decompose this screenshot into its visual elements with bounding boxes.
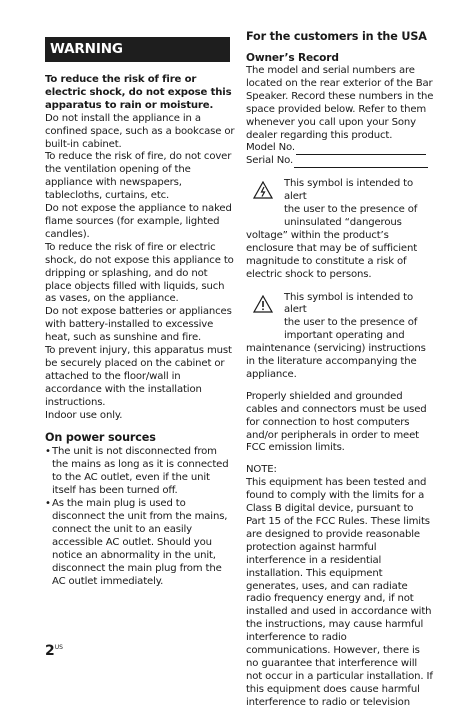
note-label: NOTE: xyxy=(246,464,277,476)
warning-paragraph: Indoor use only. xyxy=(45,409,123,421)
shielded-cables-text: Properly shielded and grounded cables and connectors must be used for connection to host computers and/or peripherals in order to meet FCC emission limits. xyxy=(246,390,427,454)
power-sources-heading: On power sources xyxy=(45,431,156,445)
exclamation-triangle-icon xyxy=(253,295,273,313)
model-number-label: Model No. xyxy=(246,142,295,154)
dangerous-voltage-symbol-block xyxy=(246,178,434,281)
symbol1-text: voltage” within the product’s enclosure that may be of sufficient magnitude to constitute a risk of electric shock to persons. xyxy=(246,229,418,280)
owners-record-heading: Owner’s Record xyxy=(246,52,339,64)
list-item: • The unit is not disconnected from the mains as long as it is connected to the AC outlet, even if the unit itself has been turned off. xyxy=(45,446,235,498)
symbol1-text: the user to the presence of xyxy=(284,204,418,216)
warning-paragraph: Do not expose batteries or appliances with battery-installed to excessive heat, such as sunshine and fire. xyxy=(45,306,232,344)
symbol2-text: maintenance (servicing) instructions in the literature accompanying the appliance. xyxy=(246,343,426,380)
serial-number-label: Serial No. xyxy=(246,155,294,167)
warning-heading: WARNING xyxy=(45,37,230,62)
symbol1-text: uninsulated “dangerous xyxy=(284,216,402,228)
page-number-value: 2 xyxy=(45,643,55,659)
symbol2-text: This symbol is intended to alert xyxy=(284,291,413,316)
symbol2-text: the user to the presence of xyxy=(284,317,418,329)
symbol2-text: important operating and xyxy=(284,330,405,342)
warning-paragraph: To reduce the risk of fire, do not cover the ventilation opening of the appliance with newspapers, tablecloths, curtains, etc. xyxy=(45,151,232,202)
list-item: • As the main plug is used to disconnect the unit from the mains, connect the unit to an easily accessible AC outlet. Should you notice an abnormality in the unit, disconnect the main plug from the AC outlet immediately. xyxy=(45,498,235,588)
model-number-field xyxy=(246,142,434,155)
warning-lead: To reduce the risk of fire or electric shock, do not expose this apparatus to rain or moisture. xyxy=(45,74,232,111)
serial-number-blank xyxy=(294,157,428,168)
warning-paragraph: Do not install the appliance in a confined space, such as a bookcase or built-in cabinet. xyxy=(45,112,235,150)
model-number-blank xyxy=(296,144,426,155)
important-instructions-symbol-block xyxy=(246,292,434,382)
serial-number-field xyxy=(246,155,434,168)
warning-paragraph: Do not expose the appliance to naked flame sources (for example, lighted candles). xyxy=(45,203,232,240)
lightning-triangle-icon xyxy=(253,181,273,199)
page-number xyxy=(45,643,63,659)
owners-record-text: The model and serial numbers are located on the rear exterior of the Bar Speaker. Record these numbers in the space provided below. Refer to them whenever you call upon your Sony dealer regarding this product. xyxy=(246,65,434,141)
warning-paragraph: To prevent injury, this apparatus must be securely placed on the cabinet or attached to the floor/wall in accordance with the installation instructions. xyxy=(45,345,232,408)
symbol1-text: This symbol is intended to alert xyxy=(284,178,413,203)
right-column xyxy=(246,30,434,710)
fcc-note-text: This equipment has been tested and found to comply with the limits for a Class B digital device, pursuant to Part 15 of the FCC Rules. These limits are designed to provide reasonable protection against harmful interference in a residential installation. This equipment generates, uses, and can radiate radio frequency energy and, if not installed and used in accordance with the instructions, may cause harmful interference to radio communications. However, there is no guarantee that interference will not occur in a particular installation. If this equipment does cause harmful interference to radio or television xyxy=(246,477,433,708)
power-sources-list xyxy=(45,446,235,588)
left-column xyxy=(45,30,235,588)
page-number-suffix: US xyxy=(54,644,63,651)
warning-paragraph: To reduce the risk of fire or electric shock, do not expose this appliance to dripping or splashing, and do not place objects filled with liquids, such as vases, on the appliance. xyxy=(45,241,234,305)
usa-customers-heading: For the customers in the USA xyxy=(246,30,427,43)
